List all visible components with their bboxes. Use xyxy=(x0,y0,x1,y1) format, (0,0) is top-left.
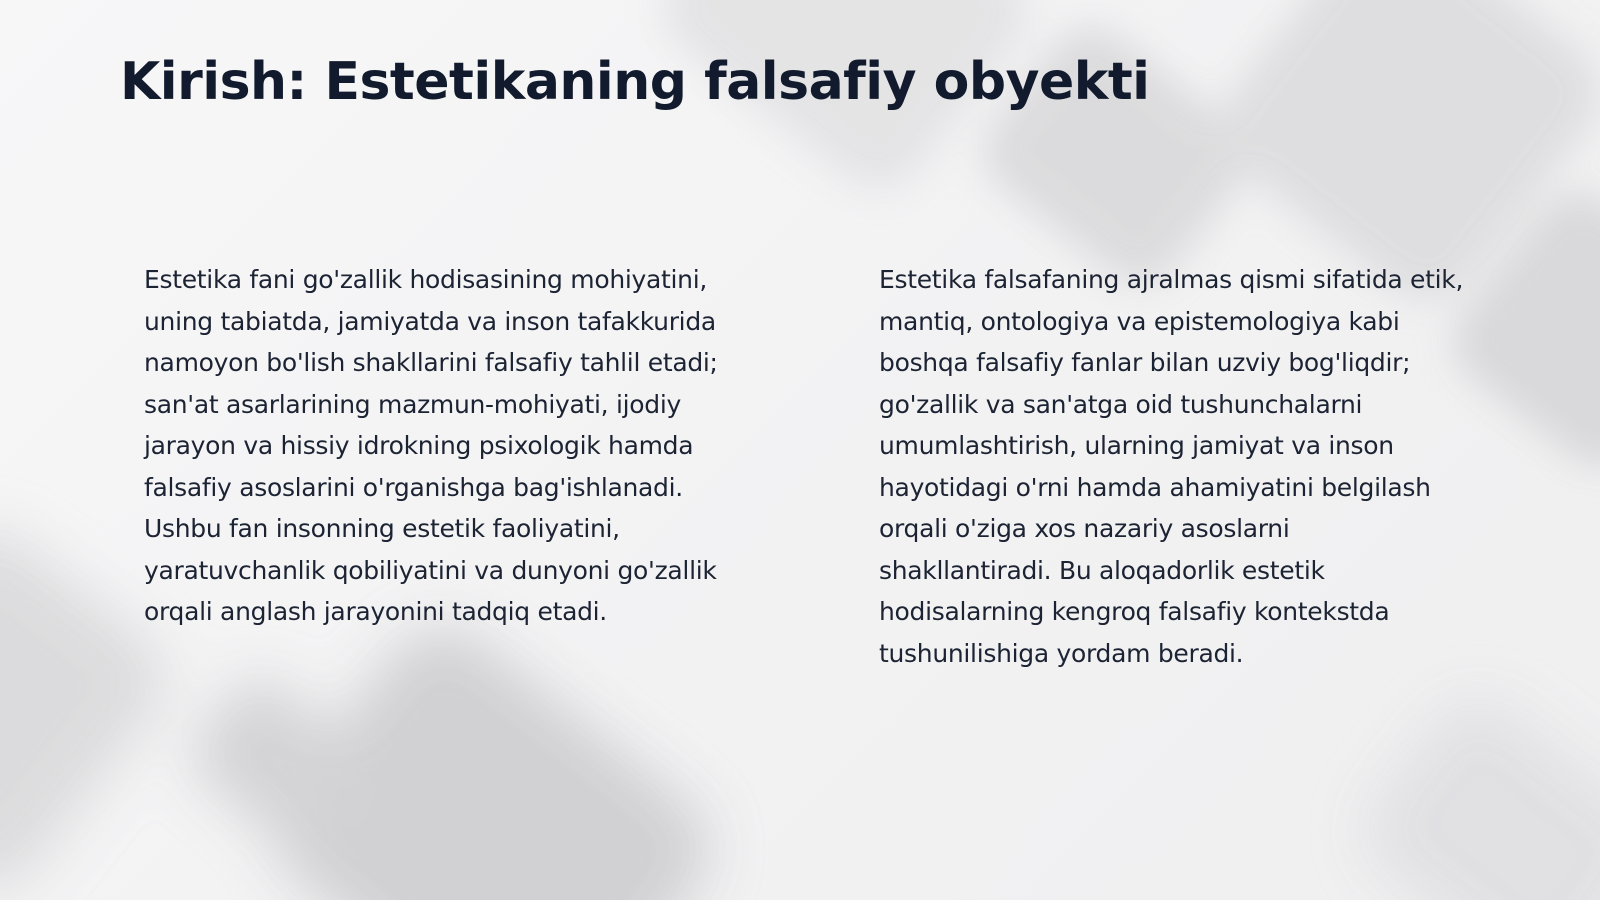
bg-shape-bottom-right xyxy=(1346,681,1600,900)
right-column-text: Estetika falsafaning ajralmas qismi sifatida etik, mantiq, ontologiya va epistemologiya kabi boshqa falsafiy fanlar bilan uzviy bog'liqdir; go'zallik va san'atga oid tushunchalarni umumlashtirish, ularning jamiyat va inson hayotidagi o'rni hamda ahamiyatini belgilash orqali o'ziga xos nazariy asoslarni shakllantiradi. Bu aloqadorlik estetik hodisalarning kengroq falsafiy kontekstda tushunilishiga yordam beradi. xyxy=(879,265,1464,668)
left-column-text: Estetika fani go'zallik hodisasining mohiyatini, uning tabiatda, jamiyatda va inson tafakkurida namoyon bo'lish shakllarini falsafiy tahlil etadi; san'at asarlarining mazmun-mohiyati, ijodiy jarayon va hissiy idrokning psixologik hamda falsafiy asoslarini o'rganishga bag'ishlanadi. Ushbu fan insonning estetik faoliyatini, yaratuvchanlik qobiliyatini va dunyoni go'zallik orqali anglash jarayonini tadqiq etadi. xyxy=(144,265,718,626)
slide-title: Kirish: Estetikaning falsafiy obyekti xyxy=(120,52,1150,112)
